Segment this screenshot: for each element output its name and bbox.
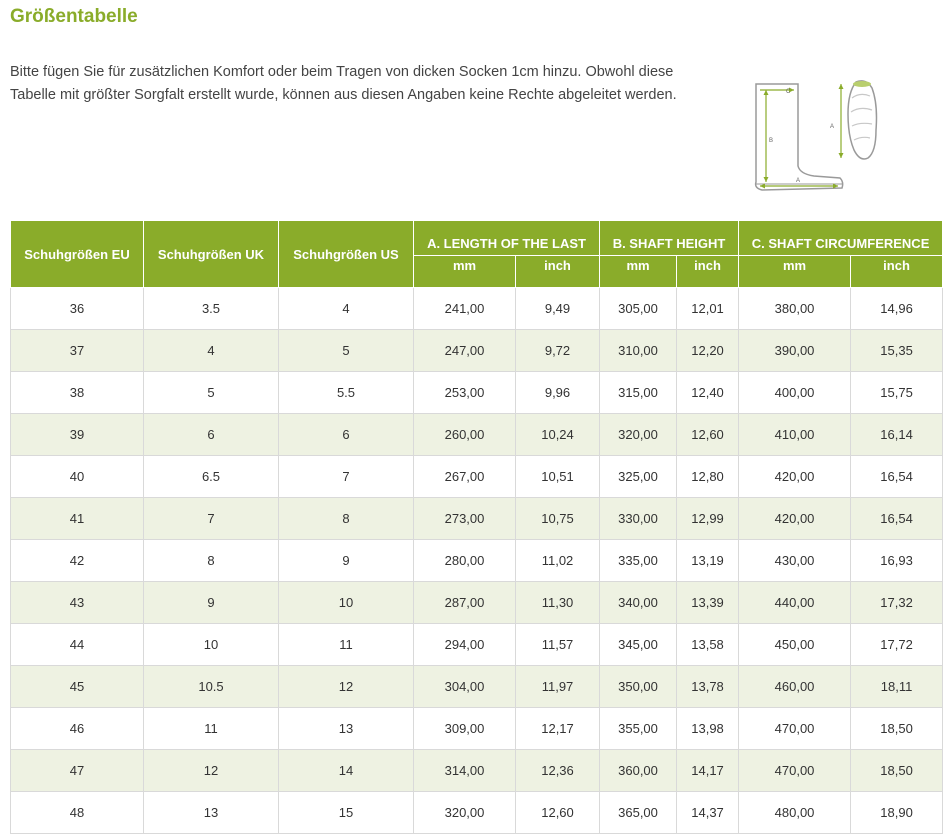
cell-us: 11 [279, 624, 414, 666]
cell-length-inch: 9,96 [516, 372, 600, 414]
header-length-inch: inch [516, 256, 600, 288]
cell-circ-inch: 16,93 [851, 540, 943, 582]
cell-length-mm: 267,00 [414, 456, 516, 498]
cell-shaft-inch: 13,98 [677, 708, 739, 750]
cell-length-inch: 10,75 [516, 498, 600, 540]
cell-eu: 41 [11, 498, 144, 540]
cell-eu: 37 [11, 330, 144, 372]
table-row [11, 288, 943, 330]
cell-length-inch: 11,97 [516, 666, 600, 708]
table-row [11, 792, 943, 834]
cell-circ-mm: 440,00 [739, 582, 851, 624]
cell-circ-mm: 460,00 [739, 666, 851, 708]
cell-us: 10 [279, 582, 414, 624]
cell-eu: 36 [11, 288, 144, 330]
cell-shaft-inch: 12,80 [677, 456, 739, 498]
cell-shaft-mm: 320,00 [600, 414, 677, 456]
cell-uk: 11 [144, 708, 279, 750]
header-length-mm: mm [414, 256, 516, 288]
cell-eu: 46 [11, 708, 144, 750]
page-title: Größentabelle [10, 6, 138, 27]
cell-us: 14 [279, 750, 414, 792]
cell-length-mm: 320,00 [414, 792, 516, 834]
cell-eu: 38 [11, 372, 144, 414]
cell-shaft-mm: 355,00 [600, 708, 677, 750]
cell-circ-mm: 400,00 [739, 372, 851, 414]
cell-shaft-mm: 345,00 [600, 624, 677, 666]
cell-shaft-inch: 14,37 [677, 792, 739, 834]
header-shaft-inch: inch [677, 256, 739, 288]
cell-uk: 13 [144, 792, 279, 834]
cell-circ-mm: 420,00 [739, 456, 851, 498]
cell-circ-inch: 18,11 [851, 666, 943, 708]
cell-shaft-mm: 350,00 [600, 666, 677, 708]
cell-circ-inch: 18,90 [851, 792, 943, 834]
cell-circ-mm: 450,00 [739, 624, 851, 666]
sole-tread [851, 94, 872, 140]
sole-outline [848, 81, 877, 159]
cell-shaft-mm: 305,00 [600, 288, 677, 330]
cell-shaft-mm: 325,00 [600, 456, 677, 498]
cell-circ-inch: 16,14 [851, 414, 943, 456]
table-row [11, 414, 943, 456]
cell-length-inch: 12,17 [516, 708, 600, 750]
cell-eu: 44 [11, 624, 144, 666]
cell-circ-mm: 480,00 [739, 792, 851, 834]
cell-shaft-inch: 12,60 [677, 414, 739, 456]
cell-eu: 42 [11, 540, 144, 582]
header-circ-mm: mm [739, 256, 851, 288]
table-row [11, 540, 943, 582]
cell-shaft-inch: 12,01 [677, 288, 739, 330]
cell-uk: 9 [144, 582, 279, 624]
cell-length-mm: 260,00 [414, 414, 516, 456]
cell-uk: 4 [144, 330, 279, 372]
cell-circ-inch: 17,72 [851, 624, 943, 666]
cell-circ-inch: 16,54 [851, 498, 943, 540]
table-row [11, 750, 943, 792]
cell-circ-inch: 16,54 [851, 456, 943, 498]
cell-circ-inch: 17,32 [851, 582, 943, 624]
cell-circ-inch: 15,35 [851, 330, 943, 372]
cell-length-inch: 9,72 [516, 330, 600, 372]
cell-shaft-mm: 310,00 [600, 330, 677, 372]
cell-uk: 6.5 [144, 456, 279, 498]
boot-outline [756, 84, 843, 190]
cell-uk: 5 [144, 372, 279, 414]
cell-length-inch: 12,36 [516, 750, 600, 792]
cell-shaft-mm: 360,00 [600, 750, 677, 792]
sole-toe-highlight [853, 81, 871, 87]
cell-length-mm: 304,00 [414, 666, 516, 708]
cell-length-inch: 11,30 [516, 582, 600, 624]
cell-us: 6 [279, 414, 414, 456]
cell-uk: 10.5 [144, 666, 279, 708]
cell-us: 12 [279, 666, 414, 708]
cell-length-inch: 12,60 [516, 792, 600, 834]
cell-us: 8 [279, 498, 414, 540]
cell-length-mm: 253,00 [414, 372, 516, 414]
cell-circ-mm: 470,00 [739, 750, 851, 792]
cell-circ-mm: 420,00 [739, 498, 851, 540]
cell-length-mm: 247,00 [414, 330, 516, 372]
cell-uk: 8 [144, 540, 279, 582]
cell-circ-inch: 18,50 [851, 708, 943, 750]
cell-us: 5.5 [279, 372, 414, 414]
cell-length-inch: 11,02 [516, 540, 600, 582]
dimension-c-label: C [786, 89, 791, 95]
cell-circ-mm: 470,00 [739, 708, 851, 750]
cell-eu: 40 [11, 456, 144, 498]
cell-shaft-inch: 13,19 [677, 540, 739, 582]
cell-shaft-mm: 340,00 [600, 582, 677, 624]
cell-circ-inch: 18,50 [851, 750, 943, 792]
cell-us: 13 [279, 708, 414, 750]
cell-circ-mm: 430,00 [739, 540, 851, 582]
dimension-b-label: B [769, 138, 774, 144]
table-row [11, 498, 943, 540]
cell-circ-inch: 14,96 [851, 288, 943, 330]
cell-length-mm: 294,00 [414, 624, 516, 666]
cell-uk: 10 [144, 624, 279, 666]
cell-shaft-inch: 13,39 [677, 582, 739, 624]
cell-length-mm: 280,00 [414, 540, 516, 582]
table-row [11, 456, 943, 498]
cell-uk: 3.5 [144, 288, 279, 330]
cell-shaft-mm: 335,00 [600, 540, 677, 582]
cell-uk: 6 [144, 414, 279, 456]
cell-length-mm: 287,00 [414, 582, 516, 624]
cell-circ-mm: 410,00 [739, 414, 851, 456]
dimension-a2-label: A [830, 124, 835, 130]
cell-circ-mm: 390,00 [739, 330, 851, 372]
cell-length-inch: 10,51 [516, 456, 600, 498]
size-table [10, 220, 943, 834]
cell-eu: 43 [11, 582, 144, 624]
dimension-a-label: A [796, 178, 801, 184]
cell-circ-mm: 380,00 [739, 288, 851, 330]
cell-length-mm: 314,00 [414, 750, 516, 792]
table-row [11, 372, 943, 414]
cell-uk: 7 [144, 498, 279, 540]
cell-shaft-inch: 12,99 [677, 498, 739, 540]
table-row [11, 708, 943, 750]
cell-uk: 12 [144, 750, 279, 792]
cell-length-inch: 11,57 [516, 624, 600, 666]
table-row [11, 582, 943, 624]
boot-measurement-diagram [748, 78, 888, 198]
cell-shaft-mm: 365,00 [600, 792, 677, 834]
intro-text: Bitte fügen Sie für zusätzlichen Komfort oder beim Tragen von dicken Socken 1cm hinzu. Obwohl diese Tabelle mit größter Sorgfalt erstellt wurde, können aus diesen Angaben keine Rechte abgeleitet werden. [10, 64, 677, 103]
table-row [11, 330, 943, 372]
header-circ-inch: inch [851, 256, 943, 288]
cell-us: 4 [279, 288, 414, 330]
cell-shaft-mm: 330,00 [600, 498, 677, 540]
cell-eu: 47 [11, 750, 144, 792]
cell-shaft-inch: 12,20 [677, 330, 739, 372]
cell-us: 7 [279, 456, 414, 498]
cell-us: 5 [279, 330, 414, 372]
header-eu: Schuhgrößen EU [11, 221, 144, 288]
header-length: A. LENGTH OF THE LAST [414, 221, 600, 256]
cell-length-mm: 241,00 [414, 288, 516, 330]
cell-length-inch: 9,49 [516, 288, 600, 330]
cell-shaft-inch: 13,58 [677, 624, 739, 666]
header-us: Schuhgrößen US [279, 221, 414, 288]
header-uk: Schuhgrößen UK [144, 221, 279, 288]
table-row [11, 666, 943, 708]
cell-us: 9 [279, 540, 414, 582]
cell-length-mm: 309,00 [414, 708, 516, 750]
cell-circ-inch: 15,75 [851, 372, 943, 414]
cell-shaft-mm: 315,00 [600, 372, 677, 414]
cell-shaft-inch: 12,40 [677, 372, 739, 414]
table-row [11, 624, 943, 666]
cell-length-inch: 10,24 [516, 414, 600, 456]
cell-length-mm: 273,00 [414, 498, 516, 540]
cell-eu: 45 [11, 666, 144, 708]
header-shaft-mm: mm [600, 256, 677, 288]
header-shaft-height: B. SHAFT HEIGHT [600, 221, 739, 256]
cell-eu: 39 [11, 414, 144, 456]
cell-eu: 48 [11, 792, 144, 834]
cell-shaft-inch: 14,17 [677, 750, 739, 792]
cell-shaft-inch: 13,78 [677, 666, 739, 708]
cell-us: 15 [279, 792, 414, 834]
header-shaft-circumference: C. SHAFT CIRCUMFERENCE [739, 221, 943, 256]
